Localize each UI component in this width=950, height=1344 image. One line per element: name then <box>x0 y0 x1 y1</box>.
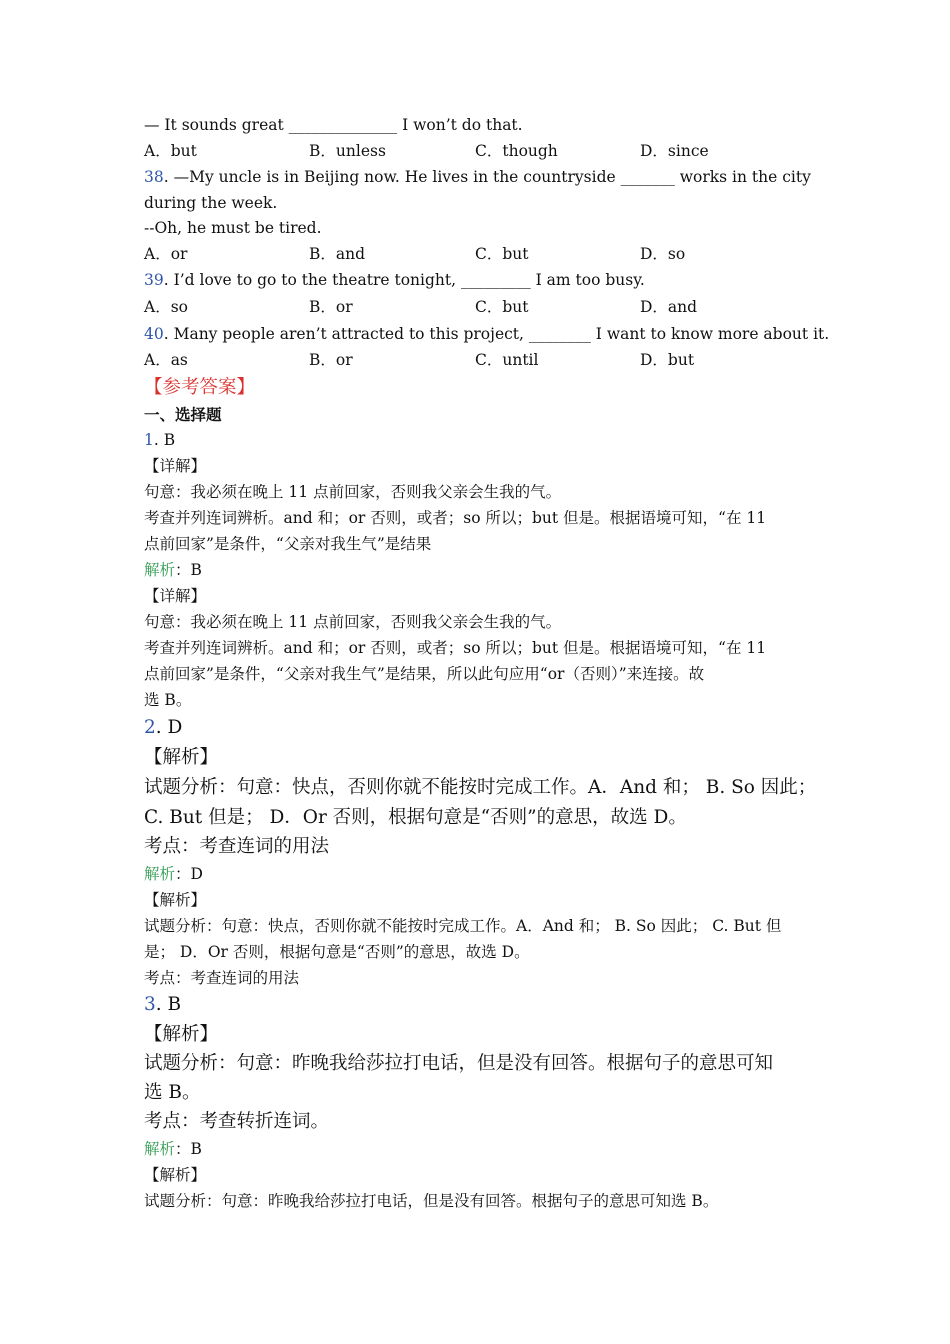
answer-1-line-2: 考查并列连词辨析。and 和；or 否则，或者；so 所以；but 但是。根据语境可知，“在 11 <box>144 509 767 527</box>
q37-option-d: D．since <box>640 142 709 160</box>
q38-option-a: A．or <box>144 245 188 263</box>
answer-2-line-3: 考点：考查连词的用法 <box>144 836 330 857</box>
q40-option-d: D．but <box>640 351 695 369</box>
q37-option-b: B．unless <box>309 142 386 160</box>
q39-number: 39 <box>144 271 164 289</box>
q37-option-a: A．but <box>144 142 197 160</box>
section-title: 一、选择题 <box>144 405 222 424</box>
q37-line: — It sounds great ______________ I won’t do that. <box>144 116 523 134</box>
answer-2-line-2: C. But 但是； D．Or 否则，根据句意是“否则”的意思，故选 D。 <box>144 807 687 828</box>
q40-number: 40 <box>144 325 164 343</box>
answer-1-number: 1 <box>144 431 154 449</box>
q39-line: 39. I’d love to go to the theatre tonight, _________ I am too busy. <box>144 271 645 289</box>
q38-option-c: C．but <box>475 245 529 263</box>
answer-1-line-6: 点前回家”是条件，“父亲对我生气”是结果，所以此句应用“or（否则）”来连接。故 <box>144 665 705 683</box>
jiexi-label: 解析 <box>144 865 176 883</box>
answer-3-jiexi: 解析：B <box>144 1140 202 1158</box>
answer-2-jiexi: 解析：D <box>144 865 203 883</box>
answer-1-line-1: 句意：我必须在晚上 11 点前回家，否则我父亲会生我的气。 <box>144 483 562 501</box>
q40-option-a: A．as <box>144 351 188 369</box>
jiexi-label: 解析 <box>144 561 176 579</box>
answer-3-line-4: 试题分析：句意：昨晚我给莎拉打电话，但是没有回答。根据句子的意思可知选 B。 <box>144 1192 719 1210</box>
q40-option-c: C．until <box>475 351 539 369</box>
q39-option-d: D．and <box>640 298 698 316</box>
answer-1-line-4: 句意：我必须在晚上 11 点前回家，否则我父亲会生我的气。 <box>144 613 562 631</box>
answer-3-number: 3 <box>144 994 156 1015</box>
answer-2-number: 2 <box>144 717 156 738</box>
q37-option-c: C．though <box>475 142 558 160</box>
answer-1: 1. B <box>144 431 176 449</box>
answer-2-line-1: 试题分析：句意：快点，否则你就不能按时完成工作。A．And 和； B. So 因此； <box>144 777 817 798</box>
answer-2-tag-2: 【解析】 <box>144 891 207 909</box>
q38-number: 38 <box>144 168 164 186</box>
q40-option-b: B．or <box>309 351 353 369</box>
answers-heading: 【参考答案】 <box>144 377 256 398</box>
answer-1-detail-tag-2: 【详解】 <box>144 587 207 605</box>
q38-line3: --Oh, he must be tired. <box>144 219 322 237</box>
answer-3: 3. B <box>144 994 182 1015</box>
answer-2: 2. D <box>144 717 183 738</box>
q38-option-b: B．and <box>309 245 366 263</box>
q40-line: 40. Many people aren’t attracted to this project, ________ I want to know more about it. <box>144 325 830 343</box>
answer-3-line-3: 考点：考查转折连词。 <box>144 1111 330 1132</box>
answer-3-tag-2: 【解析】 <box>144 1166 207 1184</box>
answer-2-tag: 【解析】 <box>144 747 219 768</box>
q38-line1: 38. —My uncle is in Beijing now. He lives in the countryside _______ works in the city <box>144 168 811 186</box>
jiexi-label: 解析 <box>144 1140 176 1158</box>
q38-line2: during the week. <box>144 194 278 212</box>
answer-3-tag: 【解析】 <box>144 1024 219 1045</box>
answer-1-detail-tag: 【详解】 <box>144 457 207 475</box>
q39-option-b: B．or <box>309 298 353 316</box>
answer-1-line-3: 点前回家”是条件，“父亲对我生气”是结果 <box>144 535 432 553</box>
answer-2-line-4: 试题分析：句意：快点，否则你就不能按时完成工作。A．And 和； B. So 因此； C. But 但 <box>144 917 782 935</box>
answer-1-line-5: 考查并列连词辨析。and 和；or 否则，或者；so 所以；but 但是。根据语境可知，“在 11 <box>144 639 767 657</box>
q39-option-a: A．so <box>144 298 188 316</box>
answer-2-line-5: 是； D．Or 否则，根据句意是“否则”的意思，故选 D。 <box>144 943 530 961</box>
q38-option-d: D．so <box>640 245 686 263</box>
answer-1-line-7: 选 B。 <box>144 691 192 709</box>
answer-2-line-6: 考点：考查连词的用法 <box>144 969 300 987</box>
answer-1-jiexi: 解析：B <box>144 561 202 579</box>
answer-3-line-2: 选 B。 <box>144 1082 201 1103</box>
q39-option-c: C．but <box>475 298 529 316</box>
answer-3-line-1: 试题分析：句意：昨晚我给莎拉打电话，但是没有回答。根据句子的意思可知 <box>144 1053 774 1074</box>
